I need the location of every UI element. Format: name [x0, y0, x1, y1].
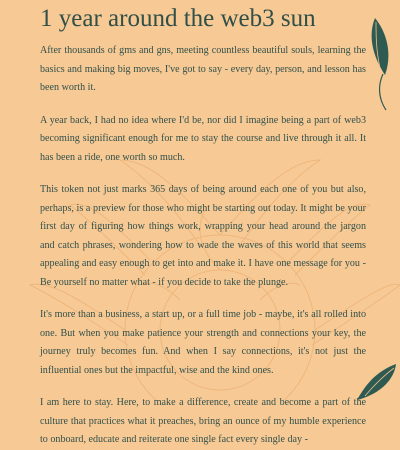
paragraph-5: I am here to stay. Here, to make a difference, create and become a part of the culture that practices what it preaches, bring an ounce of my humble experience to onboard, educate and reiterate one single fact every single day -	[40, 397, 366, 445]
paragraph-3: This token not just marks 365 days of being around each one of you but also, perhaps, is a preview for those who might be starting out today. It might be your first day of figuring how things work, wrapping your head around the jargon and catch phrases, wondering how to wade the waves of this world that seems appealing and easy enough to get into and make it. I have one message for you - Be yourself no matter what - if you decide to take the plunge.	[40, 184, 366, 288]
paragraph-2: A year back, I had no idea where I'd be, nor did I imagine being a part of web3 becoming significant enough for me to stay the course and live through it all. It has been a ride, one worth so much.	[40, 114, 366, 163]
page-title: 1 year around the web3 sun	[40, 5, 316, 32]
paragraph-1: After thousands of gms and gns, meeting countless beautiful souls, learning the basics and making big moves, I've got to say - every day, person, and lesson has been worth it.	[40, 45, 366, 93]
paragraph-4: It's more than a business, a start up, or a full time job - maybe, it's all rolled into one. But when you make patience your strength and connections your key, the journey truly becomes fun. And when I say connections, it's not just the influential ones but the impactful, wise and the kind ones.	[40, 309, 366, 376]
leaf-top-right-icon	[372, 18, 389, 110]
document-content	[40, 0, 366, 450]
